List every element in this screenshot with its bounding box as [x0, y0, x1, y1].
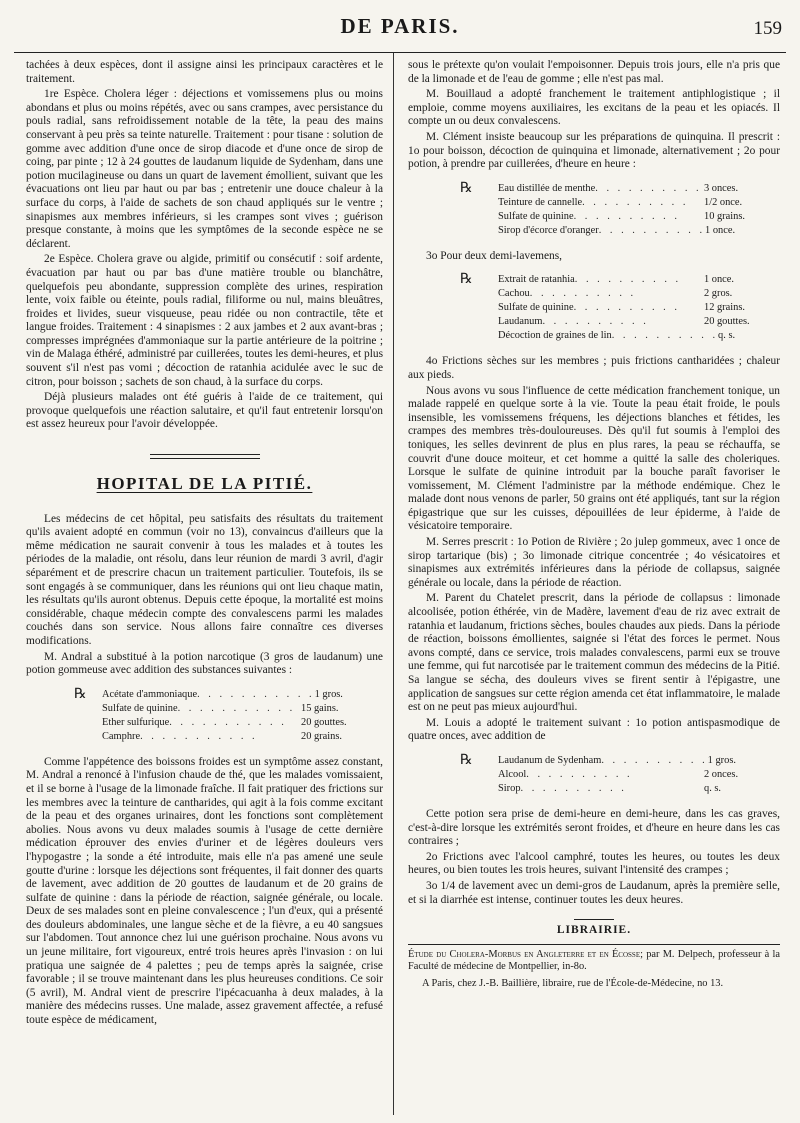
paragraph: Nous avons vu sous l'influence de cette médication franchement tonique, un malade rappelé en quelque sorte à la vie. Toute la peau était froide, le pouls insensible, les vomissemens fréquens, les déjections blanches et fétides, les crampes des membres très-douloureuses. Dès qu'il fut soumis à l'emploi des toniques, les selles devinrent de plus en plus rares, la peau se réchauffa, se couvrit d'une douce moiteur, et cet homme a quitté la salle des choleriques. Lorsque le sulfate de quinine introduit par la bouche paraît favoriser le vomissement, M. Clément l'administre par la méthode endémique. Chez le malade dont nous venons de parler, 50 grains ont été appliqués, tant sur la région épigastrique que sur les cuisses, dépouillées de leur épiderme, à l'aide de vésicatoire temporaire.: [408, 384, 780, 533]
paragraph: 3o Pour deux demi-lavemens,: [426, 249, 563, 262]
page-header: [14, 0, 786, 53]
prescription-item: Cachou . . . . . . . . . . 2 gros.: [498, 288, 733, 300]
paragraph: M. Louis a adopté le traitement suivant : 1o potion antispasmodique de quatre onces, avec addition de: [408, 716, 780, 743]
right-column: [394, 53, 786, 1115]
book-address: A Paris, chez J.-B. Baillière, libraire, rue de l'École-de-Médecine, no 13.: [422, 977, 724, 989]
prescription-item: Laudanum . . . . . . . . . . 20 gouttes.: [498, 316, 750, 328]
paragraph: Déjà plusieurs malades ont été guéris à l'aide de ce traitement, qui provoque quelquefois une réaction salutaire, et qu'il faut entretenir lorsqu'on est assez heureux pour l'avoir développée.: [26, 391, 383, 431]
section-title: HOPITAL DE LA PITIÉ.: [96, 474, 313, 494]
prescription-item: Sulfate de quinine . . . . . . . . . . 10 grains.: [498, 210, 745, 222]
paragraph: Comme l'appétence des boissons froides est un symptôme assez constant, M. Andral a renoncé à l'infusion chaude de thé, que les malades vomissaient, et il se borne à l'usage de la limonade fraîche. Il fait pratiquer des frictions sur les membres avec la teinture de cantharides, qui agit à la fois comme excitant de la peau et des organes urinaires, dont les fonctions sont complètement abolies. Nous avons vu deux malades soumis à l'usage de cette dernière médication éprouver des envies d'uriner et de légères douleurs vers l'hypogastre ; la sonde a été introduite, mais elle n'a pas amené une seule goutte d'urine : lorsque les déjections sont fréquentes, il fait donner des quarts de lavement, avec addition de 20 gouttes de laudanum et de 20 grains de sulfate de quinine : dans la période de réaction, saignée générale, ou locale. Deux de ses malades sont en pleine convalescence ; l'un d'eux, qui a présenté des douleurs abdominales, une langue sèche et de la fièvre, a eu 40 sangsues sur l'abdomen. Tout annonce chez lui une guérison prochaine. Nous avons vu un jeune militaire, fort vigoureux, entré trois heures après l'invasion : on lui pratiqua une saignée de 4 palettes ; peu de temps après la saignée, crise favorable ; il se trouve maintenant dans les plus heureuses conditions. Ce soir (5 avril), M. Andral vient de prescrire l'ipécacuanha à deux malades, à la manière des médecins russes. Une malade, assez gravement affectée, a refusé toute espèce de médicament,: [26, 755, 383, 1027]
paragraph: Cette potion sera prise de demi-heure en demi-heure, dans les cas graves, c'est-à-dire lorsque les extrémités seront froides, et d'heure en heure dans les cas contraires ;: [408, 807, 780, 848]
prescription-item: Ether sulfurique . . . . . . . . . . . 20 gouttes.: [102, 716, 347, 728]
prescription-list: [26, 688, 383, 744]
paragraph: sous le prétexte qu'on voulait l'empoisonner. Depuis trois jours, elle n'a pris que de la limonade et de l'eau de gomme ; elle n'est pas mal.: [408, 59, 780, 85]
paragraph-espece-2: 2e Espèce. Cholera grave ou algide, primitif ou consécutif : soif ardente, évacuation par haut ou par bas d'une matière trouble ou blanchâtre, quelquefois peu abondante, suppression complète des urines, respiration lente, voix faible ou éteinte, pouls radial, filiforme ou nul, mains bleuâtres, froides et livides, sueur visqueuse, peau ridée ou non contractile, tête et langue froides. Traitement : 4 sinapismes : 2 aux jambes et 2 aux avant-bras ; compresses imprégnées d'ammoniaque sur la partie antérieure de la poitrine ; vin de Malaga éthéré, administré par cuillerées, toutes les demi-heures, et plus souvent s'il n'est pas vomi ; décoction de ratanhia acidulée avec le suc de citron, pour boisson ; sachets de son chaud, à la surface du corps.: [26, 253, 383, 388]
prescription-list: [408, 273, 780, 343]
prescription-item: Sulfate de quinine . . . . . . . . . . 12 grains.: [498, 302, 745, 314]
librairie-heading: LIBRAIRIE.: [556, 924, 632, 937]
prescription-item: Sirop d'écorce d'oranger . . . . . . . . . . 1 once.: [498, 224, 736, 236]
prescription-item: Acétate d'ammoniaque . . . . . . . . . . . 1 gros.: [102, 688, 343, 700]
prescription-item: Camphre . . . . . . . . . . . 20 grains.: [102, 730, 342, 742]
prescription-item: Sirop . . . . . . . . . . q. s.: [498, 782, 722, 794]
paragraph: Les médecins de cet hôpital, peu satisfaits des résultats du traitement qu'ils avaient adopté en commun (voir no 13), convaincus d'ailleurs que la même médication ne saurait convenir à tous les malades et à toutes les périodes de la maladie, ont résolu, dans leur réunion de mardi 3 avril, d'agir séparément et de prescrire chacun un traitement particulier. Toutefois, ils se sont engagés à se communiquer, dans les réunions qui ont lieu chaque matin, les résultats qu'ils auront obtenus. Depuis cette époque, la mortalité est moins considérable, chaque médecin compte des convalescens parmi les malades couchés dans son service. Nous allons faire connaître ces diverses modifications.: [26, 512, 383, 647]
left-column: [14, 53, 394, 1115]
paragraph: M. Bouillaud a adopté franchement le traitement antiphlogistique ; il emploie, comme moyens auxiliaires, les excitans de la peau et les opiacés. Il compte un ou deux convalescens.: [408, 88, 780, 128]
book-title: Étude du Cholera-Morbus en Angleterre et en Écosse: [408, 948, 641, 960]
paragraph: M. Clément insiste beaucoup sur les préparations de quinquina. Il prescrit : 1o pour boisson, décoction de quinquina et limonade, alternativement ; 2o pour potion, à prendre par cuillerées, d'heure en heure :: [408, 130, 780, 171]
prescription-item: Extrait de ratanhia . . . . . . . . . . 1 once.: [498, 274, 735, 286]
columns: [14, 53, 786, 1115]
paragraph-espece-1: 1re Espèce. Cholera léger : déjections et vomissemens plus ou moins abondans et plus ou moins répétés, avec ou sans crampes, avec persistance du pouls radial, sans refroidissement notable de la tête, la peau des mains conservant à peu près sa teinte naturelle. Traitement : pour tisane : solution de gomme avec addition d'une once de sirop diacode et d'une once de sirop de coing, par pinte ; 12 à 24 gouttes de laudanum liquide de Sydenham, dans une potion mucilagineuse ou dans un quart de lavement émollient, suivant que les évacuations ont lieu par haut ou par bas ; entretenir une douce chaleur à la surface du corps, à l'aide de sachets de son chaud appliqués sur le ventre ; sinapismes aux membres inférieurs, si les crampes sont vives ; guérison presque constante, à moins que les symptômes de la seconde espèce ne se déclarent.: [26, 88, 383, 250]
rule: [408, 944, 780, 945]
paragraph: 2o Frictions avec l'alcool camphré, toutes les heures, ou toutes les deux heures, ou bien toutes les trois heures, suivant l'intensité des crampes ;: [408, 850, 780, 877]
paragraph: 3o 1/4 de lavement avec un demi-gros de Laudanum, après la première selle, et si la diarrhée est intense, continuer toutes les deux heures.: [408, 879, 780, 906]
book-author: ; par M. Delpech, professeur à la Faculté de médecine de Montpellier, in-8o.: [408, 948, 781, 973]
prescription-list: [408, 754, 780, 796]
prescription-item: Décoction de graines de lin . . . . . . . . . . q. s.: [498, 330, 736, 342]
section-divider: [574, 919, 614, 920]
section-divider: [150, 454, 260, 459]
book-entry: [408, 949, 780, 974]
prescription-item: Eau distillée de menthe . . . . . . . . . . 3 onces.: [498, 182, 739, 194]
page-number: 159: [753, 18, 782, 39]
paragraph: M. Andral a substitué à la potion narcotique (3 gros de laudanum) une potion gommeuse avec addition des substances suivantes :: [26, 650, 383, 677]
recipe-symbol-icon: ℞: [74, 686, 87, 702]
prescription-item: Laudanum de Sydenham . . . . . . . . . . 1 gros.: [498, 754, 736, 766]
prescription-item: Alcool . . . . . . . . . . 2 onces.: [498, 768, 739, 780]
recipe-symbol-icon: ℞: [460, 180, 473, 196]
paragraph: 4o Frictions sèches sur les membres ; puis frictions cantharidées ; chaleur aux pieds.: [408, 355, 780, 381]
recipe-symbol-icon: ℞: [460, 272, 473, 288]
recipe-symbol-icon: ℞: [460, 752, 473, 768]
prescription-item: Teinture de cannelle . . . . . . . . . . 1/2 once.: [498, 196, 743, 208]
prescription-list: [408, 182, 780, 238]
prescription-item: Sulfate de quinine . . . . . . . . . . . 15 gains.: [102, 702, 339, 714]
paragraph: M. Parent du Chatelet prescrit, dans la période de collapsus : limonade alcoolisée, potion éthérée, vin de Madère, lavement d'eau de riz avec extrait de ratanhia et laudanum, frictions sèches, boules chaudes aux pieds. Dans la période de réaction, boissons émollientes, saignée si l'état des forces le permet. Nous avons compté, dans ce service, trois malades convalescens, parmi eux se trouve une femme, qui fut narcotisée par le traitement commun des médecins de la Pitié. Sa langue se sécha, des douleurs vives se firent sentir à l'épigastre, une application de sangsues sur cette région amenda cet état inflammatoire, le malade est on ne peut pas mieux aujourd'hui.: [408, 592, 780, 714]
paragraph: tachées à deux espèces, dont il assigne ainsi les principaux caractères et le traitement.: [26, 59, 383, 85]
paragraph: M. Serres prescrit : 1o Potion de Rivière ; 2o julep gommeux, avec 1 once de sirop tartarique (bis) ; 3o limonade citrique concentrée ; 4o vésicatoires et sinapismes aux extrémités inférieures dans la période de collapsus, saignée générale ou locale, dans la période de réaction.: [408, 536, 780, 589]
running-title: DE PARIS.: [340, 14, 460, 38]
